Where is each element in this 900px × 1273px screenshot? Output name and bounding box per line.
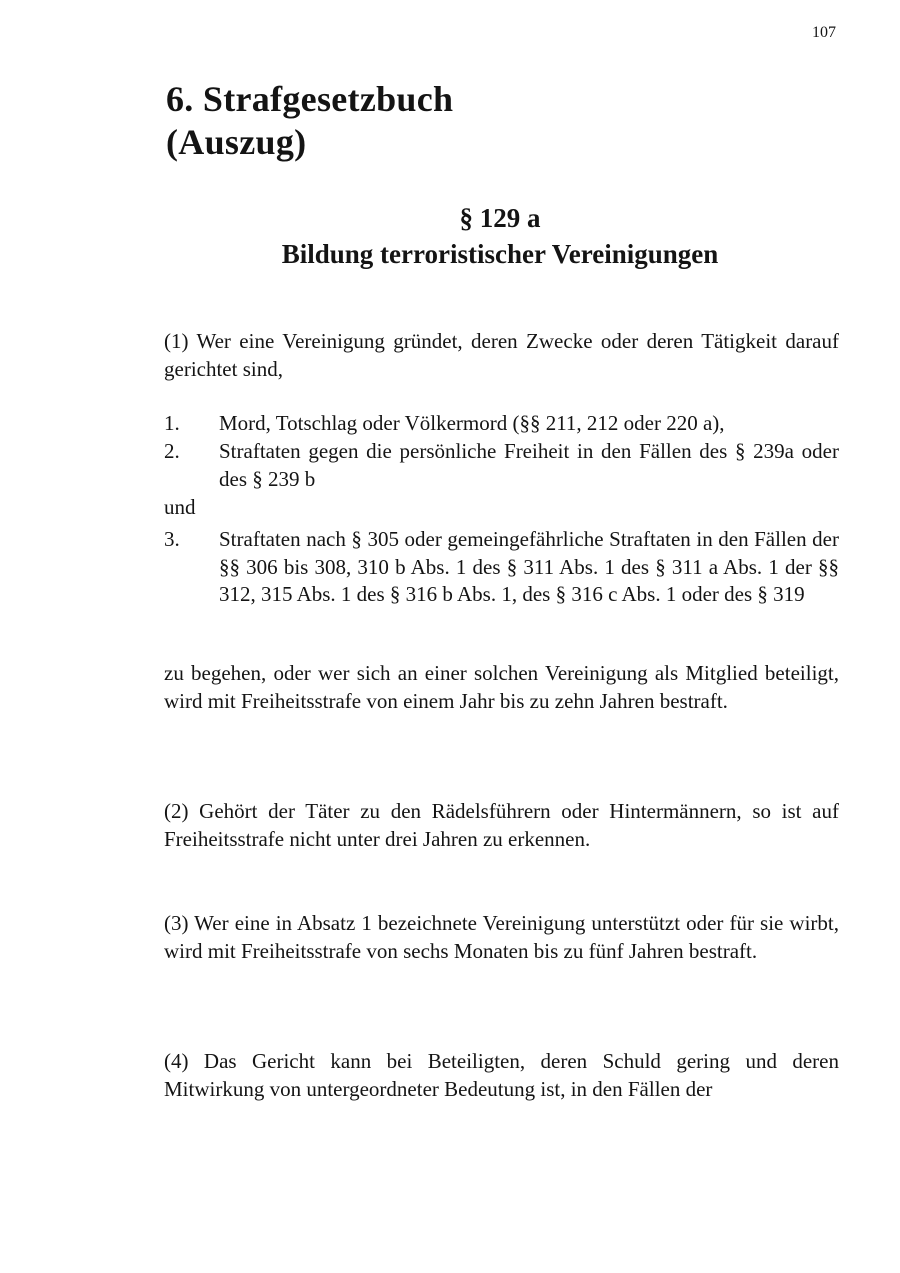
paragraph-1-outro-text: zu begehen, oder wer sich an einer solchen Vereinigung als Mitglied beteiligt, wird mit Freiheitsstrafe von einem Jahr bis zu zehn Jahren bestraft. [164, 661, 839, 713]
paragraph-3-text: (3) Wer eine in Absatz 1 bezeichnete Vereinigung unterstützt oder für sie wirbt, wird mit Freiheitsstrafe von sechs Monaten bis zu fünf Jahren bestraft. [164, 911, 839, 963]
list-item-3 [164, 526, 839, 609]
section-title: Bildung terroristischer Vereinigungen [281, 239, 719, 269]
list-item-text: Straftaten gegen die persönliche Freiheit in den Fällen des § 239a oder des § 239 b [219, 439, 839, 491]
list-item-2 [164, 438, 839, 493]
list-item-1 [164, 410, 839, 438]
chapter-title-line-2: (Auszug) [166, 122, 307, 162]
paragraph-3 [164, 910, 839, 965]
page-number: 107 [812, 24, 836, 41]
list-item-number: 3. [164, 527, 180, 551]
paragraph-4-text: (4) Das Gericht kann bei Beteiligten, deren Schuld gering und deren Mitwirkung von untergeordneter Bedeutung ist, in den Fällen der [164, 1049, 839, 1101]
section-number: § 129 a [459, 203, 541, 233]
list-item-text: Mord, Totschlag oder Völkermord (§§ 211, 212 oder 220 a), [219, 411, 725, 435]
chapter-title [166, 78, 453, 164]
connector-text: und [164, 495, 196, 519]
paragraph-2 [164, 798, 839, 853]
paragraph-2-text: (2) Gehört der Täter zu den Rädelsführern oder Hintermännern, so ist auf Freiheitsstrafe nicht unter drei Jahren zu erkennen. [164, 799, 839, 851]
list-item-number: 2. [164, 439, 180, 463]
list-item-number: 1. [164, 411, 180, 435]
section-heading [160, 200, 840, 272]
chapter-title-line-1: 6. Strafgesetzbuch [166, 79, 454, 119]
paragraph-1-intro-text: (1) Wer eine Vereinigung gründet, deren Zwecke oder deren Tätigkeit darauf gerichtet sind, [164, 329, 839, 381]
paragraph-1-outro [164, 660, 839, 715]
paragraph-4 [164, 1048, 839, 1103]
paragraph-1-intro [164, 328, 839, 383]
list-item-text: Straftaten nach § 305 oder gemeingefährliche Straftaten in den Fällen der §§ 306 bis 308, 310 b Abs. 1 des § 311 Abs. 1 des § 311 a Abs. 1 der §§ 312, 315 Abs. 1 des § 316 b Abs. 1, des § 316 c Abs. 1 oder des § 319 [219, 527, 839, 606]
connector-und [164, 494, 839, 522]
